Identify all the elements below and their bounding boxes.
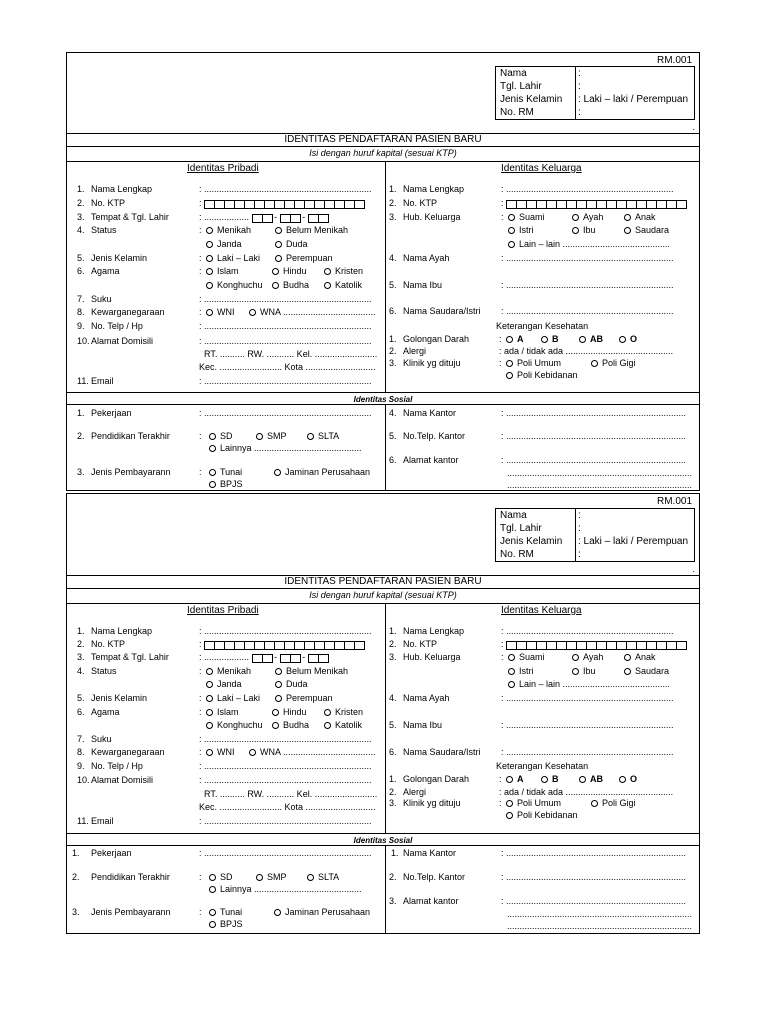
email-label: Email (91, 816, 114, 826)
nama-ibu-field[interactable]: : ................................................................... (501, 720, 674, 730)
status-option-duda[interactable]: Duda (275, 239, 308, 250)
item-number: 2. (389, 198, 397, 208)
tempat-tgl-lahir-field[interactable]: : .................. - - (199, 212, 328, 223)
item-number: 3. (389, 212, 397, 222)
item-number: 3. (389, 798, 397, 808)
patient-name-field[interactable]: : (578, 68, 581, 79)
item-number: 2. (389, 346, 397, 356)
item-number: 10. (77, 775, 90, 785)
item-number: 2. (72, 872, 80, 882)
hub-option-suami[interactable]: Suami (508, 212, 545, 223)
patient-name-label: Nama (500, 68, 527, 79)
klinik-option-poli-kebidanan[interactable]: Poli Kebidanan (506, 810, 578, 821)
hub-option-anak[interactable]: Anak (624, 212, 656, 223)
jk-option-laki[interactable]: Laki – Laki (206, 693, 260, 704)
patient-dob-label: Tgl. Lahir (500, 81, 542, 92)
klinik-label: Klinik yg dituju (403, 798, 461, 808)
keterangan-kesehatan-heading: Keterangan Kesehatan (496, 321, 589, 331)
nama-lengkap-field[interactable]: : ................................................................... (199, 626, 372, 636)
alergi-label: Alergi (403, 346, 427, 356)
item-number: 3. (77, 652, 85, 662)
status-option-belum-menikah[interactable]: Belum Menikah (275, 666, 348, 677)
email-field[interactable]: : ................................................................... (199, 376, 372, 386)
patient-dob-label: Tgl. Lahir (500, 523, 542, 534)
patient-info-box (495, 66, 695, 120)
kwn-option-wna[interactable]: WNA ..................................... (249, 747, 376, 758)
registration-form-1: RM.001 Nama Tgl. Lahir Jenis Kelamin No. RM : : : Laki – laki / Perempuan : . IDENTITAS PENDAFTARAN PASIEN BARU Isi dengan huruf kapital (sesuai KTP) Identitas Pribadi Identitas Keluarga 1. Nama Lengkap : ................................................................... 2. No. KTP : 3. Tempat & Tgl. Lahir : .................. - - 4. Status : Menikah Belum Menikah Janda Duda 5. Jenis Kelamin : Laki – Laki Perempuan 6. Agama : Islam Hindu Kristen Konghuchu Budha Katolik 7. Suku : ................................................................... 8. Kewarganegaraan : WNI WNA ..................................... 9. No. Telp / Hp : ................................................................... 10. Alamat Domisili : ................................................................... RT. .......... RW. ........... Kel. ......................... Kec. ......................... Kota ............................ 11. Email : ................................................................... 1. Nama Lengkap : ................................................................... 2. No. KTP : 3. Hub. Keluarga : Suami Ayah Anak Istri Ibu Saudara Lain – lain ........................................... 4. Nama Ayah : ................................................................... 5. Nama Ibu : ................................................................... 6. Nama Saudara/Istri : ................................................................... Keterangan Kesehatan 1. Golongan Darah : A B AB O 2. Alergi : ada / tidak ada ........................................... 3. Klinik yg dituju : Poli Umum Poli Gigi Poli Kebidanan Identitas Sosial 1. Pekerjaan : ................................................................... 2. Pendidikan Terakhir : SD SMP SLTA Lainnya ........................................... 3. Jenis Pembayarann : Tunai Jaminan Perusahaan BPJS 4. Nama Kantor : ........................................................................ 5. No.Telp. Kantor : ........................................................................ 6. Alamat kantor : ........................................................................ .......................................................................... .......................................................................... (66, 52, 700, 491)
item-number: 5. (389, 431, 397, 441)
item-number: 1. (389, 334, 397, 344)
form-subtitle: Isi dengan huruf kapital (sesuai KTP) (309, 590, 457, 600)
item-number: 10. (77, 336, 90, 346)
item-number: 1. (72, 848, 80, 858)
hub-option-istri[interactable]: Istri (508, 666, 534, 677)
pembayaran-label: Jenis Pembayarann (91, 907, 171, 917)
telp-kantor-label: No.Telp. Kantor (403, 872, 466, 882)
item-number: 3. (77, 212, 85, 222)
klinik-option-poli-kebidanan[interactable]: Poli Kebidanan (506, 370, 578, 381)
item-number: 7. (77, 734, 85, 744)
kwn-option-wna[interactable]: WNA ..................................... (249, 307, 376, 318)
patient-dob-field[interactable]: : (578, 523, 581, 534)
status-option-menikah[interactable]: Menikah (206, 225, 251, 236)
hub-option-ayah[interactable]: Ayah (572, 212, 603, 223)
agama-option-konghuchu[interactable]: Konghuchu (206, 720, 263, 731)
item-number: 11. (77, 376, 89, 386)
patient-gender-field[interactable]: : Laki – laki / Perempuan (578, 94, 689, 105)
telp-field[interactable]: : ................................................................... (199, 761, 372, 771)
gol-option-o[interactable]: O (619, 774, 637, 785)
section-identitas-keluarga: Identitas Keluarga (501, 163, 582, 174)
nama-saudara-field[interactable]: : ................................................................... (501, 747, 674, 757)
hub-option-lain[interactable]: Lain – lain ........................................... (508, 239, 670, 250)
item-number: 1. (77, 408, 85, 418)
keterangan-kesehatan-heading: Keterangan Kesehatan (496, 761, 589, 771)
nama-kantor-field[interactable]: : ........................................................................ (501, 848, 687, 858)
alamat-field[interactable]: : ................................................................... (199, 336, 372, 346)
alamat-kec-field[interactable]: Kec. ......................... Kota ............................ (199, 362, 376, 372)
agama-option-konghuchu[interactable]: Konghuchu (206, 280, 263, 291)
patient-rm-field[interactable]: : (578, 107, 581, 118)
patient-dob-field[interactable]: : (578, 81, 581, 92)
pendidikan-option-smp[interactable]: SMP (256, 872, 287, 883)
item-number: 1. (389, 626, 397, 636)
nama-ibu-label: Nama Ibu (403, 720, 443, 730)
gol-option-o[interactable]: O (619, 334, 637, 345)
klinik-option-poli-gigi[interactable]: Poli Gigi (591, 798, 636, 809)
rm-code: RM.001 (656, 55, 692, 66)
agama-option-katolik[interactable]: Katolik (324, 720, 362, 731)
pendidikan-option-sd[interactable]: SD (209, 872, 233, 883)
pembayaran-option-jaminan[interactable]: Jaminan Perusahaan (274, 467, 370, 478)
hub-option-ayah[interactable]: Ayah (572, 652, 603, 663)
telp-kantor-field[interactable]: : ........................................................................ (501, 431, 687, 441)
alamat-kantor-label: Alamat kantor (403, 896, 459, 906)
item-number: 2. (77, 431, 85, 441)
telp-label: No. Telp / Hp (91, 761, 143, 771)
alamat-kantor-field-3[interactable]: .......................................................................... (507, 480, 693, 490)
item-number: 8. (77, 307, 85, 317)
alergi-label: Alergi (403, 787, 427, 797)
klinik-option-poli-umum[interactable]: Poli Umum (506, 798, 561, 809)
telp-label: No. Telp / Hp (91, 321, 143, 331)
alamat-kec-field[interactable]: Kec. ......................... Kota ............................ (199, 802, 376, 812)
item-number: 4. (77, 225, 85, 235)
kel-nama-label: Nama Lengkap (403, 184, 465, 194)
item-number: 3. (389, 896, 397, 906)
nama-lengkap-field[interactable]: : ................................................................... (199, 184, 372, 194)
kel-ktp-label: No. KTP (403, 639, 438, 649)
pembayaran-option-bpjs[interactable]: BPJS (209, 479, 243, 490)
section-identitas-pribadi: Identitas Pribadi (187, 163, 259, 174)
alamat-kantor-label: Alamat kantor (403, 455, 459, 465)
item-number: 9. (77, 321, 85, 331)
patient-name-field[interactable]: : (578, 510, 581, 521)
patient-name-label: Nama (500, 510, 527, 521)
item-number: 4. (389, 408, 397, 418)
form-title: IDENTITAS PENDAFTARAN PASIEN BARU (284, 134, 482, 145)
item-number: 11. (77, 816, 89, 826)
suku-field[interactable]: : ................................................................... (199, 294, 372, 304)
hub-option-istri[interactable]: Istri (508, 225, 534, 236)
item-number: 1. (391, 848, 399, 858)
agama-option-kristen[interactable]: Kristen (324, 266, 363, 277)
telp-field[interactable]: : ................................................................... (199, 321, 372, 331)
rm-code: RM.001 (656, 496, 692, 507)
nama-ayah-label: Nama Ayah (403, 693, 450, 703)
pendidikan-option-slta[interactable]: SLTA (307, 431, 339, 442)
nama-lengkap-label: Nama Lengkap (91, 626, 153, 636)
agama-option-budha[interactable]: Budha (272, 280, 309, 291)
patient-gender-label: Jenis Kelamin (500, 536, 563, 547)
nama-ayah-field[interactable]: : ................................................................... (501, 693, 674, 703)
item-number: 2. (389, 639, 397, 649)
kel-nama-field[interactable]: : ................................................................... (501, 184, 674, 194)
gol-option-a[interactable]: A (506, 774, 524, 785)
email-field[interactable]: : ................................................................... (199, 816, 372, 826)
item-number: 7. (77, 294, 85, 304)
item-number: 4. (389, 253, 397, 263)
golongan-darah-label: Golongan Darah (403, 774, 470, 784)
kel-ktp-field[interactable]: : (501, 198, 686, 209)
kel-ktp-label: No. KTP (403, 198, 438, 208)
pekerjaan-label: Pekerjaan (91, 408, 132, 418)
hub-option-lain[interactable]: Lain – lain ........................................... (508, 679, 670, 690)
nama-ibu-label: Nama Ibu (403, 280, 443, 290)
item-number: 5. (77, 253, 85, 263)
alamat-kantor-field-2[interactable]: .......................................................................... (507, 909, 693, 919)
item-number: 1. (77, 184, 85, 194)
jk-option-perempuan[interactable]: Perempuan (275, 693, 333, 704)
hub-keluarga-label: Hub. Keluarga (403, 652, 461, 662)
nama-kantor-label: Nama Kantor (403, 408, 457, 418)
nama-ibu-field[interactable]: : ................................................................... (501, 280, 674, 290)
pembayaran-option-bpjs[interactable]: BPJS (209, 919, 243, 930)
telp-kantor-label: No.Telp. Kantor (403, 431, 466, 441)
section-identitas-keluarga: Identitas Keluarga (501, 605, 582, 616)
pendidikan-option-lainnya[interactable]: Lainnya ........................................... (209, 884, 362, 895)
agama-option-kristen[interactable]: Kristen (324, 707, 363, 718)
hub-option-ibu[interactable]: Ibu (572, 666, 596, 677)
form-title: IDENTITAS PENDAFTARAN PASIEN BARU (284, 576, 482, 587)
nama-saudara-label: Nama Saudara/Istri (403, 747, 481, 757)
pendidikan-option-lainnya[interactable]: Lainnya ........................................... (209, 443, 362, 454)
patient-rm-field[interactable]: : (578, 549, 581, 560)
pekerjaan-label: Pekerjaan (91, 848, 132, 858)
agama-label: Agama (91, 707, 120, 717)
pembayaran-option-jaminan[interactable]: Jaminan Perusahaan (274, 907, 370, 918)
hub-keluarga-label: Hub. Keluarga (403, 212, 461, 222)
item-number: 5. (389, 280, 397, 290)
registration-form-2: RM.001 Nama Tgl. Lahir Jenis Kelamin No. RM : : : Laki – laki / Perempuan : . IDENTITAS PENDAFTARAN PASIEN BARU Isi dengan huruf kapital (sesuai KTP) Identitas Pribadi Identitas Keluarga 1. Nama Lengkap : ................................................................... 2. No. KTP : 3. Tempat & Tgl. Lahir : .................. - - 4. Status : Menikah Belum Menikah Janda Duda 5. Jenis Kelamin : Laki – Laki Perempuan 6. Agama : Islam Hindu Kristen Konghuchu Budha Katolik 7. Suku : ................................................................... 8. Kewarganegaraan : WNI WNA ..................................... 9. No. Telp / Hp : ................................................................... 10. Alamat Domisili : ................................................................... RT. .......... RW. ........... Kel. ......................... Kec. ......................... Kota ............................ 11. Email : ................................................................... 1. Nama Lengkap : ................................................................... 2. No. KTP : 3. Hub. Keluarga : Suami Ayah Anak Istri Ibu Saudara Lain – lain ........................................... 4. Nama Ayah : ................................................................... 5. Nama Ibu : ................................................................... 6. Nama Saudara/Istri : ................................................................... Keterangan Kesehatan 1. Golongan Darah : A B AB O 2. Alergi : ada / tidak ada ........................................... 3. Klinik yg dituju : Poli Umum Poli Gigi Poli Kebidanan Identitas Sosial 1. Pekerjaan : ................................................................... 2. Pendidikan Terakhir : SD SMP SLTA Lainnya ........................................... 3. Jenis Pembayarann : Tunai Jaminan Perusahaan BPJS 1. Nama Kantor : ........................................................................ 2. No.Telp. Kantor : ........................................................................ 3. Alamat kantor : ........................................................................ .......................................................................... .......................................................................... (66, 493, 700, 934)
hub-option-anak[interactable]: Anak (624, 652, 656, 663)
agama-option-hindu[interactable]: Hindu (272, 707, 307, 718)
agama-option-budha[interactable]: Budha (272, 720, 309, 731)
item-number: 3. (72, 907, 80, 917)
nama-kantor-label: Nama Kantor (403, 848, 457, 858)
jenis-kelamin-label: Jenis Kelamin (91, 693, 148, 703)
status-label: Status (91, 666, 117, 676)
item-number: 5. (77, 693, 85, 703)
item-number: 3. (77, 467, 85, 477)
pekerjaan-field[interactable]: : ................................................................... (199, 408, 372, 418)
hub-option-ibu[interactable]: Ibu (572, 225, 596, 236)
pembayaran-option-tunai[interactable]: Tunai (209, 907, 242, 918)
section-identitas-sosial: Identitas Sosial (353, 836, 413, 845)
section-identitas-pribadi: Identitas Pribadi (187, 605, 259, 616)
item-number: 6. (389, 747, 397, 757)
item-number: 6. (389, 455, 397, 465)
alamat-rt-field[interactable]: RT. .......... RW. ........... Kel. ......................... (204, 349, 378, 359)
dot: . (692, 564, 695, 574)
hub-option-suami[interactable]: Suami (508, 652, 545, 663)
item-number: 3. (389, 358, 397, 368)
alamat-label: Alamat Domisili (91, 336, 154, 346)
alamat-rt-field[interactable]: RT. .......... RW. ........... Kel. ......................... (204, 789, 378, 799)
item-number: 2. (389, 872, 397, 882)
item-number: 1. (389, 184, 397, 194)
patient-rm-label: No. RM (500, 549, 534, 560)
gol-option-b[interactable]: B (541, 774, 559, 785)
agama-option-islam[interactable]: Islam (206, 707, 239, 718)
pendidikan-label: Pendidikan Terakhir (91, 872, 170, 882)
alamat-label: Alamat Domisili (91, 775, 154, 785)
item-number: 9. (77, 761, 85, 771)
pendidikan-label: Pendidikan Terakhir (91, 431, 170, 441)
item-number: 2. (77, 639, 85, 649)
pendidikan-option-sd[interactable]: SD (209, 431, 233, 442)
tempat-tgl-lahir-field[interactable]: : .................. - - (199, 652, 328, 663)
agama-option-hindu[interactable]: Hindu (272, 266, 307, 277)
nama-ayah-label: Nama Ayah (403, 253, 450, 263)
item-number: 2. (389, 787, 397, 797)
kel-nama-field[interactable]: : ................................................................... (501, 626, 674, 636)
nama-saudara-field[interactable]: : ................................................................... (501, 306, 674, 316)
pembayaran-option-tunai[interactable]: Tunai (209, 467, 242, 478)
suku-label: Suku (91, 294, 112, 304)
kewarganegaraan-label: Kewarganegaraan (91, 747, 165, 757)
section-identitas-sosial: Identitas Sosial (353, 395, 413, 404)
nama-lengkap-label: Nama Lengkap (91, 184, 153, 194)
gol-option-a[interactable]: A (506, 334, 524, 345)
alergi-field[interactable]: : ada / tidak ada ........................................... (499, 787, 674, 797)
item-number: 2. (77, 198, 85, 208)
form-subtitle: Isi dengan huruf kapital (sesuai KTP) (309, 148, 457, 158)
dot: . (692, 122, 695, 132)
no-ktp-field[interactable]: : (199, 639, 364, 650)
alamat-kantor-field[interactable]: : ........................................................................ (501, 455, 687, 465)
pendidikan-option-smp[interactable]: SMP (256, 431, 287, 442)
pekerjaan-field[interactable]: : ................................................................... (199, 848, 372, 858)
item-number: 1. (389, 774, 397, 784)
hub-option-saudara[interactable]: Saudara (624, 225, 669, 236)
patient-info-box (495, 508, 695, 562)
gol-option-ab[interactable]: AB (579, 774, 603, 785)
klinik-label: Klinik yg dituju (403, 358, 461, 368)
suku-field[interactable]: : ................................................................... (199, 734, 372, 744)
no-ktp-label: No. KTP (91, 198, 126, 208)
patient-gender-label: Jenis Kelamin (500, 94, 563, 105)
gol-option-b[interactable]: B (541, 334, 559, 345)
item-number: 5. (389, 720, 397, 730)
golongan-darah-label: Golongan Darah (403, 334, 470, 344)
kwn-option-wni[interactable]: WNI (206, 747, 235, 758)
kel-ktp-field[interactable]: : (501, 639, 686, 650)
alergi-field[interactable]: : ada / tidak ada ........................................... (499, 346, 674, 356)
pembayaran-label: Jenis Pembayarann (91, 467, 171, 477)
kel-nama-label: Nama Lengkap (403, 626, 465, 636)
item-number: 1. (77, 626, 85, 636)
suku-label: Suku (91, 734, 112, 744)
pendidikan-option-slta[interactable]: SLTA (307, 872, 339, 883)
alamat-kantor-field[interactable]: : ........................................................................ (501, 896, 687, 906)
agama-option-katolik[interactable]: Katolik (324, 280, 362, 291)
nama-kantor-field[interactable]: : ........................................................................ (501, 408, 687, 418)
item-number: 4. (389, 693, 397, 703)
status-label: Status (91, 225, 117, 235)
agama-label: Agama (91, 266, 120, 276)
no-ktp-field[interactable]: : (199, 198, 364, 209)
telp-kantor-field[interactable]: : ........................................................................ (501, 872, 687, 882)
tempat-tgl-lahir-label: Tempat & Tgl. Lahir (91, 652, 169, 662)
nama-saudara-label: Nama Saudara/Istri (403, 306, 481, 316)
status-option-janda[interactable]: Janda (206, 679, 242, 690)
item-number: 3. (389, 652, 397, 662)
no-ktp-label: No. KTP (91, 639, 126, 649)
tempat-tgl-lahir-label: Tempat & Tgl. Lahir (91, 212, 169, 222)
item-number: 8. (77, 747, 85, 757)
patient-rm-label: No. RM (500, 107, 534, 118)
status-option-janda[interactable]: Janda (206, 239, 242, 250)
hub-option-saudara[interactable]: Saudara (624, 666, 669, 677)
alamat-kantor-field-3[interactable]: .......................................................................... (507, 921, 693, 931)
nama-ayah-field[interactable]: : ................................................................... (501, 253, 674, 263)
agama-option-islam[interactable]: Islam (206, 266, 239, 277)
jk-option-laki[interactable]: Laki – Laki (206, 253, 260, 264)
item-number: 6. (77, 266, 85, 276)
status-option-belum-menikah[interactable]: Belum Menikah (275, 225, 348, 236)
jk-option-perempuan[interactable]: Perempuan (275, 253, 333, 264)
patient-gender-field[interactable]: : Laki – laki / Perempuan (578, 536, 689, 547)
status-option-menikah[interactable]: Menikah (206, 666, 251, 677)
kwn-option-wni[interactable]: WNI (206, 307, 235, 318)
klinik-option-poli-umum[interactable]: Poli Umum (506, 358, 561, 369)
jenis-kelamin-label: Jenis Kelamin (91, 253, 148, 263)
gol-option-ab[interactable]: AB (579, 334, 603, 345)
klinik-option-poli-gigi[interactable]: Poli Gigi (591, 358, 636, 369)
status-option-duda[interactable]: Duda (275, 679, 308, 690)
email-label: Email (91, 376, 114, 386)
item-number: 6. (77, 707, 85, 717)
item-number: 6. (389, 306, 397, 316)
alamat-field[interactable]: : ................................................................... (199, 775, 372, 785)
item-number: 4. (77, 666, 85, 676)
alamat-kantor-field-2[interactable]: .......................................................................... (507, 468, 693, 478)
kewarganegaraan-label: Kewarganegaraan (91, 307, 165, 317)
